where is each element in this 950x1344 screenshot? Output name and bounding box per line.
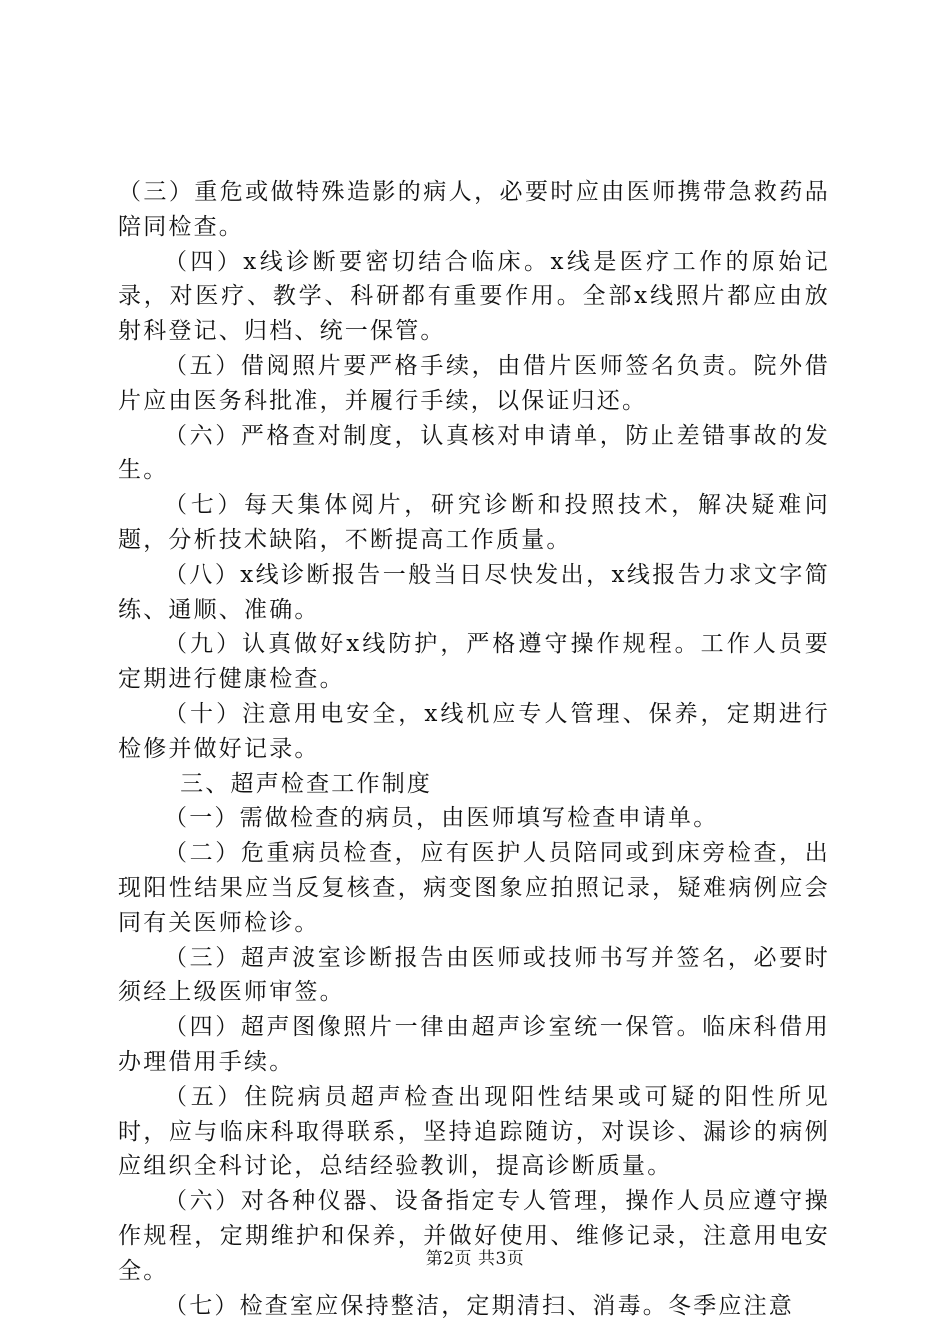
paragraph-item-4: （四）x线诊断要密切结合临床。x线是医疗工作的原始记录，对医疗、教学、科研都有重要作用。全部x线照片都应由放射科登记、归档、统一保管。	[118, 248, 830, 345]
paragraph-item-8: （八）x线诊断报告一般当日尽快发出，x线报告力求文字简练、通顺、准确。	[118, 561, 830, 623]
page-number-footer: 第2页 共3页	[425, 1249, 525, 1269]
paragraph-item-6: （六）严格查对制度，认真核对申请单，防止差错事故的发生。	[118, 422, 830, 484]
paragraph-item-3-continued: （三）重危或做特殊造影的病人，必要时应由医师携带急救药品陪同检查。	[118, 179, 830, 240]
document-body	[118, 175, 830, 1323]
paragraph-item-10: （十）注意用电安全，x线机应专人管理、保养，定期进行检修并做好记录。	[118, 700, 830, 762]
paragraph-ultrasound-2: （二）危重病员检查，应有医护人员陪同或到床旁检查，出现阳性结果应当反复核查，病变图象应拍照记录，疑难病例应会同有关医师检诊。	[118, 840, 830, 936]
paragraph-ultrasound-3: （三）超声波室诊断报告由医师或技师书写并签名，必要时须经上级医师审签。	[118, 944, 830, 1006]
paragraph-ultrasound-5: （五）住院病员超声检查出现阳性结果或可疑的阳性所见时，应与临床科取得联系，坚持追踪随访，对误诊、漏诊的病例应组织全科讨论，总结经验教训，提高诊断质量。	[118, 1083, 830, 1180]
paragraph-item-9: （九）认真做好x线防护，严格遵守操作规程。工作人员要定期进行健康检查。	[118, 631, 830, 693]
paragraph-ultrasound-6: （六）对各种仪器、设备指定专人管理，操作人员应遵守操作规程，定期维护和保养，并做好使用、维修记录，注意用电安全。	[118, 1188, 830, 1284]
paragraph-item-5: （五）借阅照片要严格手续，由借片医师签名负责。院外借片应由医务科批准，并履行手续，以保证归还。	[118, 352, 830, 414]
paragraph-ultrasound-7: （七）检查室应保持整洁，定期清扫、消毒。冬季应注意	[164, 1292, 794, 1319]
paragraph-ultrasound-1: （一）需做检查的病员，由医师填写检查申请单。	[164, 805, 719, 832]
paragraph-ultrasound-4: （四）超声图像照片一律由超声诊室统一保管。临床科借用办理借用手续。	[118, 1014, 830, 1075]
paragraph-item-7: （七）每天集体阅片，研究诊断和投照技术，解决疑难问题，分析技术缺陷，不断提高工作质量。	[118, 492, 830, 553]
section-heading-ultrasound: 三、超声检查工作制度	[180, 770, 433, 797]
